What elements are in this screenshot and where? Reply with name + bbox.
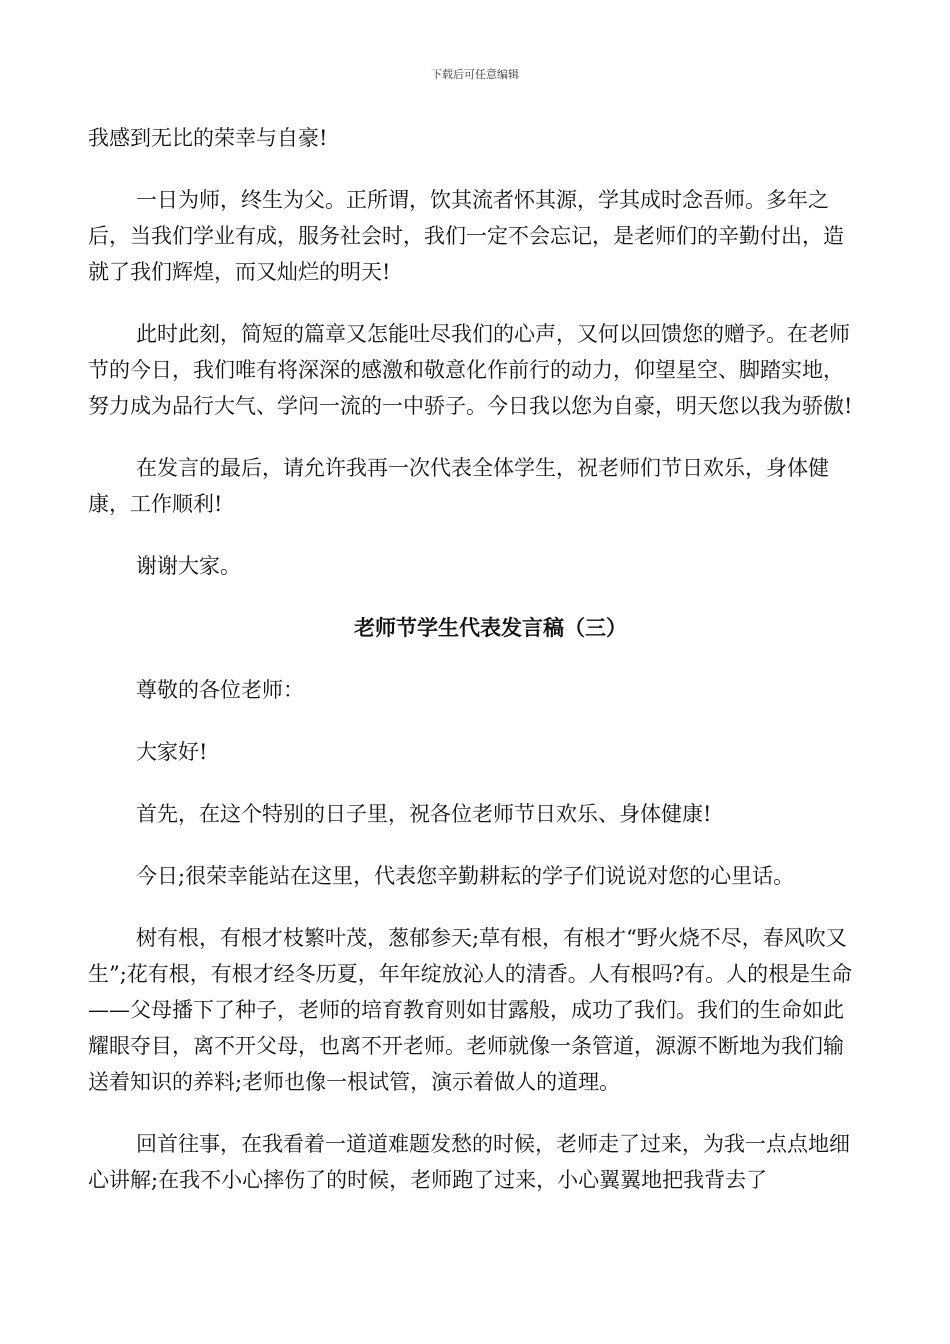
paragraph-greeting: 大家好! bbox=[136, 740, 208, 764]
paragraph-roots: 树有根，有根才枝繁叶茂，葱郁参天;草有根，有根才“野火烧不尽，春风吹又生”;花有根，有根才经冬历夏，年年绽放沁人的清香。人有根吗?有。人的根是生命——父母播下了种子，老师的培育教育则如甘露般，成功了我们。我们的生命如此耀眼夺目，离不开父母，也离不开老师。老师就像一条管道，源源不断地为我们输送着知识的养料;老师也像一根试管，演示着做人的道理。 bbox=[88, 926, 853, 1094]
paragraph-salutation: 尊敬的各位老师： bbox=[136, 678, 304, 702]
paragraph-looking-back: 回首往事，在我看着一道道难题发愁的时候，老师走了过来，为我一点点地细心讲解;在我不小心摔伤了的时候，老师跑了过来，小心翼翼地把我背去了 bbox=[88, 1132, 850, 1192]
paragraph-thanks: 谢谢大家。 bbox=[136, 554, 241, 578]
document-body bbox=[88, 120, 863, 1198]
section-title: 老师节学生代表发言稿（三） bbox=[354, 615, 627, 640]
paragraph-gratitude: 一日为师，终生为父。正所谓，饮其流者怀其源，学其成时念吾师。多年之后，当我们学业有成，服务社会时，我们一定不会忘记，是老师们的辛勤付出，造就了我们辉煌，而又灿烂的明天! bbox=[88, 188, 844, 284]
paragraph-opening-wishes: 首先，在这个特别的日子里，祝各位老师节日欢乐、身体健康! bbox=[136, 802, 712, 826]
page-header: 下载后可任意编辑 bbox=[431, 68, 519, 81]
paragraph-this-moment: 此时此刻，简短的篇章又怎能吐尽我们的心声，又何以回馈您的赠予。在老师节的今日，我们唯有将深深的感激和敬意化作前行的动力，仰望星空、脚踏实地，努力成为品行大气、学问一流的一中骄子。今日我以您为自豪，明天您以我为骄傲! bbox=[88, 322, 853, 418]
paragraph-today: 今日;很荣幸能站在这里，代表您辛勤耕耘的学子们说说对您的心里话。 bbox=[136, 864, 795, 888]
paragraph-final-wishes: 在发言的最后，请允许我再一次代表全体学生，祝老师们节日欢乐，身体健康，工作顺利! bbox=[88, 456, 829, 516]
paragraph-closing-line: 我感到无比的荣幸与自豪! bbox=[88, 126, 328, 150]
